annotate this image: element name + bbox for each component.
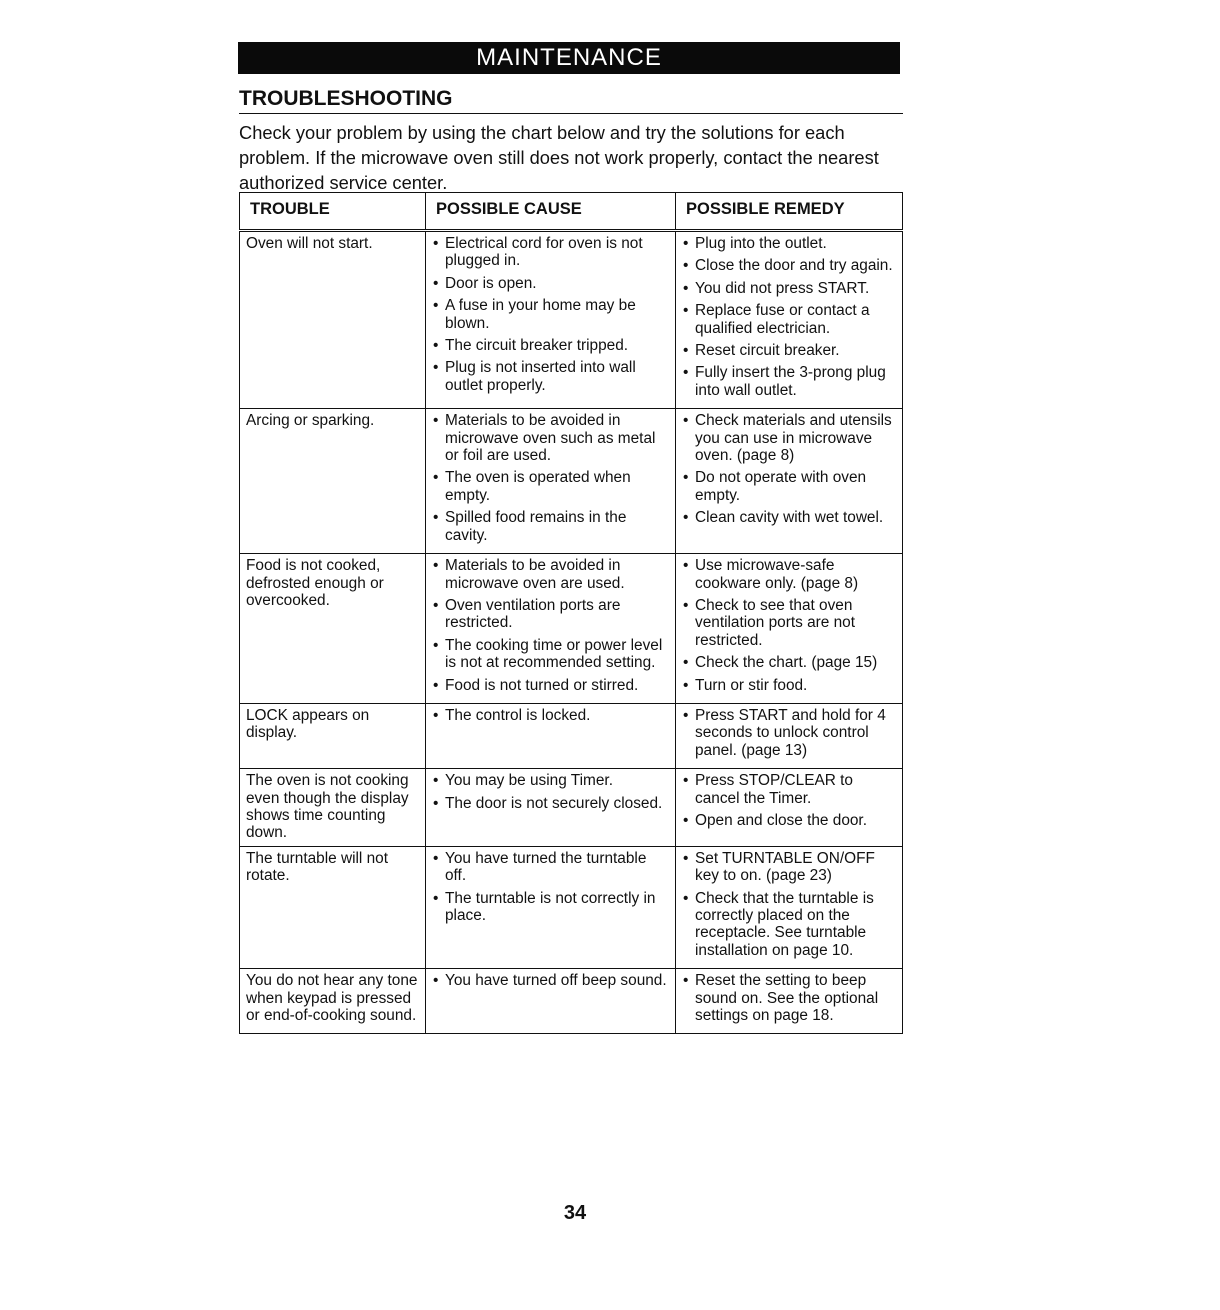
trouble-text: LOCK appears on display. [246, 706, 370, 742]
remedy-item: • Fully insert the 3-prong plug into wall outlet. [682, 364, 896, 399]
section-banner: MAINTENANCE [238, 42, 900, 74]
cause-cell [426, 703, 676, 768]
trouble-cell [240, 703, 426, 768]
page-number: 34 [563, 1202, 587, 1224]
table-row [240, 703, 903, 768]
table-body [240, 231, 903, 1034]
cause-item: • The circuit breaker tripped. [432, 337, 669, 354]
remedy-item: • Turn or stir food. [682, 677, 896, 694]
remedy-list [682, 707, 896, 759]
cause-cell [426, 409, 676, 554]
cause-item: • The cooking time or power level is not at recommended setting. [432, 637, 669, 672]
remedy-item: • Set TURNTABLE ON/OFF key to on. (page 23) [682, 850, 896, 885]
trouble-text: You do not hear any tone when keypad is pressed or end-of-cooking sound. [246, 972, 418, 1025]
remedy-item: • Reset the setting to beep sound on. See the optional settings on page 18. [682, 972, 896, 1024]
trouble-text: Oven will not start. [246, 235, 373, 252]
trouble-cell [240, 846, 426, 968]
table-row [240, 969, 903, 1034]
intro-paragraph: Check your problem by using the chart below and try the solutions for each problem. If the microwave oven still does not work properly, contact the nearest authorized service center. [239, 122, 879, 193]
remedy-item: • Check materials and utensils you can use in microwave oven. (page 8) [682, 412, 896, 464]
troubleshooting-table [239, 192, 903, 1034]
cause-cell [426, 969, 676, 1034]
header-possible-cause: POSSIBLE CAUSE [426, 193, 676, 231]
remedy-item: • Reset circuit breaker. [682, 342, 896, 359]
cause-cell [426, 846, 676, 968]
remedy-item: • Check that the turntable is correctly placed on the receptacle. See turntable installation on page 10. [682, 890, 896, 960]
cause-item: • You have turned the turntable off. [432, 850, 669, 885]
page-heading: TROUBLESHOOTING [239, 86, 903, 114]
remedy-item: • Check to see that oven ventilation ports are not restricted. [682, 597, 896, 649]
table-row [240, 409, 903, 554]
remedy-item: • Press STOP/CLEAR to cancel the Timer. [682, 772, 896, 807]
table-row [240, 231, 903, 409]
remedy-list [682, 235, 896, 399]
remedy-list [682, 972, 896, 1024]
remedy-list [682, 772, 896, 829]
remedy-cell [676, 231, 903, 409]
cause-cell [426, 231, 676, 409]
remedy-cell [676, 969, 903, 1034]
cause-item: • Plug is not inserted into wall outlet properly. [432, 359, 669, 394]
remedy-cell [676, 769, 903, 847]
cause-item: • Materials to be avoided in microwave oven are used. [432, 557, 669, 592]
remedy-item: • Press START and hold for 4 seconds to unlock control panel. (page 13) [682, 707, 896, 759]
trouble-cell [240, 769, 426, 847]
cause-item: • You may be using Timer. [432, 772, 669, 789]
cause-cell [426, 769, 676, 847]
remedy-item: • Clean cavity with wet towel. [682, 509, 896, 526]
header-possible-remedy: POSSIBLE REMEDY [676, 193, 903, 231]
remedy-item: • Close the door and try again. [682, 257, 896, 274]
remedy-item: • You did not press START. [682, 280, 896, 297]
remedy-item: • Open and close the door. [682, 812, 896, 829]
cause-item: • The control is locked. [432, 707, 669, 724]
table-header-row [240, 193, 903, 231]
cause-item: • Door is open. [432, 275, 669, 292]
cause-item: • The oven is operated when empty. [432, 469, 669, 504]
remedy-item: • Use microwave-safe cookware only. (page 8) [682, 557, 896, 592]
trouble-text: Arcing or sparking. [246, 412, 375, 430]
remedy-cell [676, 554, 903, 704]
cause-list [432, 235, 669, 394]
cause-list [432, 557, 669, 694]
remedy-list [682, 557, 896, 694]
remedy-list [682, 850, 896, 959]
cause-cell [426, 554, 676, 704]
table-row [240, 846, 903, 968]
remedy-cell [676, 846, 903, 968]
table-row [240, 769, 903, 847]
cause-item: • Oven ventilation ports are restricted. [432, 597, 669, 632]
remedy-item: • Do not operate with oven empty. [682, 469, 896, 504]
cause-item: • Food is not turned or stirred. [432, 677, 669, 694]
trouble-cell [240, 969, 426, 1034]
trouble-cell [240, 231, 426, 409]
remedy-cell [676, 409, 903, 554]
cause-list [432, 972, 669, 989]
trouble-cell [240, 554, 426, 704]
header-trouble: TROUBLE [240, 193, 426, 231]
remedy-cell [676, 703, 903, 768]
remedy-item: • Check the chart. (page 15) [682, 654, 896, 671]
trouble-text: Food is not cooked, defrosted enough or overcooked. [246, 557, 384, 609]
cause-item: • A fuse in your home may be blown. [432, 297, 669, 332]
cause-item: • Electrical cord for oven is not plugged in. [432, 235, 669, 270]
table-row [240, 554, 903, 704]
cause-item: • Materials to be avoided in microwave oven such as metal or foil are used. [432, 412, 669, 464]
cause-list [432, 850, 669, 925]
trouble-text: The oven is not cooking even though the display shows time counting down. [246, 772, 409, 842]
remedy-item: • Plug into the outlet. [682, 235, 896, 252]
cause-item: • The door is not securely closed. [432, 795, 669, 812]
cause-item: • Spilled food remains in the cavity. [432, 509, 669, 544]
cause-list [432, 707, 669, 724]
remedy-item: • Replace fuse or contact a qualified electrician. [682, 302, 896, 337]
remedy-list [682, 412, 896, 526]
cause-item: • You have turned off beep sound. [432, 972, 669, 989]
trouble-text: The turntable will not rotate. [246, 849, 389, 885]
trouble-cell [240, 409, 426, 554]
cause-list [432, 772, 669, 812]
cause-list [432, 412, 669, 544]
cause-item: • The turntable is not correctly in place. [432, 890, 669, 925]
